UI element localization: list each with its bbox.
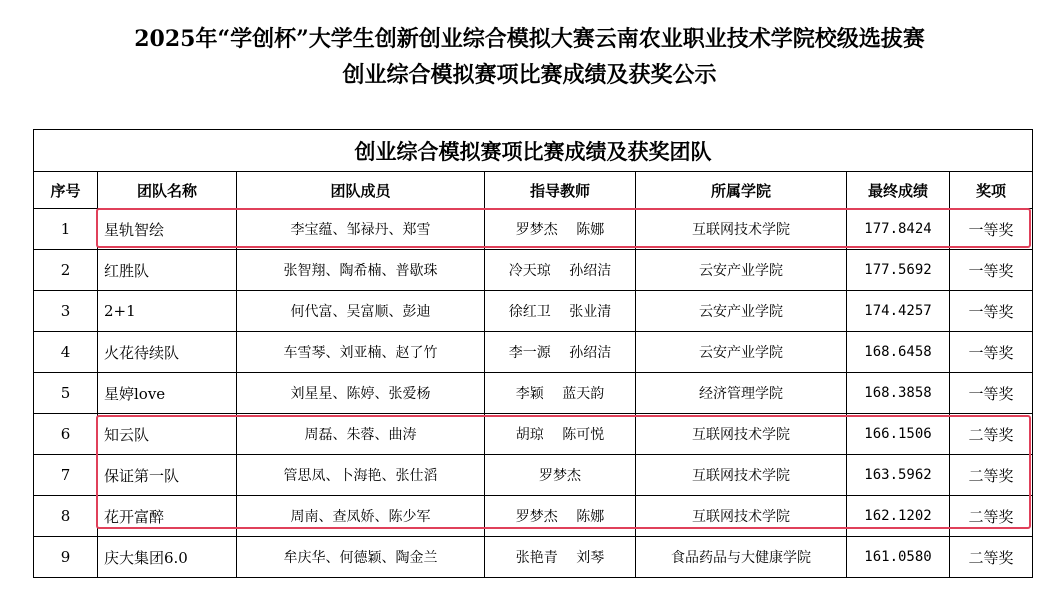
cell-score: 174.4257 bbox=[847, 291, 950, 332]
cell-award: 一等奖 bbox=[950, 250, 1033, 291]
cell-advisors: 罗梦杰 陈娜 bbox=[485, 209, 636, 250]
table-caption: 创业综合模拟赛项比赛成绩及获奖团队 bbox=[34, 130, 1033, 172]
cell-seq: 6 bbox=[34, 414, 98, 455]
table-row bbox=[34, 291, 1033, 332]
header-advisors: 指导教师 bbox=[485, 172, 636, 209]
cell-seq: 8 bbox=[34, 496, 98, 537]
table-row bbox=[34, 537, 1033, 578]
cell-seq: 4 bbox=[34, 332, 98, 373]
table-row bbox=[34, 455, 1033, 496]
cell-college: 云安产业学院 bbox=[636, 291, 847, 332]
cell-award: 二等奖 bbox=[950, 414, 1033, 455]
cell-team: 知云队 bbox=[98, 414, 237, 455]
cell-members: 刘星星、陈婷、张爱杨 bbox=[237, 373, 485, 414]
header-seq: 序号 bbox=[34, 172, 98, 209]
cell-score: 162.1202 bbox=[847, 496, 950, 537]
cell-team: 星轨智绘 bbox=[98, 209, 237, 250]
header-team: 团队名称 bbox=[98, 172, 237, 209]
cell-score: 177.5692 bbox=[847, 250, 950, 291]
cell-seq: 1 bbox=[34, 209, 98, 250]
cell-team: 火花待续队 bbox=[98, 332, 237, 373]
document-title: 2025年“学创杯”大学生创新创业综合模拟大赛云南农业职业技术学院校级选拔赛 bbox=[134, 26, 925, 52]
cell-members: 管思凤、卜海艳、张仕滔 bbox=[237, 455, 485, 496]
cell-award: 一等奖 bbox=[950, 332, 1033, 373]
header-score: 最终成绩 bbox=[847, 172, 950, 209]
cell-score: 168.3858 bbox=[847, 373, 950, 414]
cell-award: 一等奖 bbox=[950, 209, 1033, 250]
cell-members: 何代富、吴富顺、彭迪 bbox=[237, 291, 485, 332]
cell-award: 二等奖 bbox=[950, 537, 1033, 578]
table-row bbox=[34, 332, 1033, 373]
cell-advisors: 李一源 孙绍洁 bbox=[485, 332, 636, 373]
cell-score: 168.6458 bbox=[847, 332, 950, 373]
cell-members: 周南、查凤娇、陈少军 bbox=[237, 496, 485, 537]
cell-advisors: 徐红卫 张业清 bbox=[485, 291, 636, 332]
cell-award: 二等奖 bbox=[950, 496, 1033, 537]
cell-members: 车雪琴、刘亚楠、赵了竹 bbox=[237, 332, 485, 373]
cell-advisors: 冷天琼 孙绍洁 bbox=[485, 250, 636, 291]
table-row bbox=[34, 373, 1033, 414]
cell-college: 食品药品与大健康学院 bbox=[636, 537, 847, 578]
cell-award: 二等奖 bbox=[950, 455, 1033, 496]
cell-seq: 5 bbox=[34, 373, 98, 414]
header-college: 所属学院 bbox=[636, 172, 847, 209]
header-members: 团队成员 bbox=[237, 172, 485, 209]
table-row bbox=[34, 414, 1033, 455]
cell-members: 周磊、朱蓉、曲涛 bbox=[237, 414, 485, 455]
cell-team: 2+1 bbox=[98, 291, 237, 332]
cell-score: 166.1506 bbox=[847, 414, 950, 455]
cell-college: 互联网技术学院 bbox=[636, 496, 847, 537]
cell-advisors: 罗梦杰 bbox=[485, 455, 636, 496]
cell-college: 云安产业学院 bbox=[636, 250, 847, 291]
cell-college: 互联网技术学院 bbox=[636, 414, 847, 455]
document-subtitle: 创业综合模拟赛项比赛成绩及获奖公示 bbox=[342, 62, 717, 88]
cell-award: 一等奖 bbox=[950, 291, 1033, 332]
table-header-row bbox=[34, 172, 1033, 209]
cell-advisors: 李颖 蓝天韵 bbox=[485, 373, 636, 414]
cell-team: 庆大集团6.0 bbox=[98, 537, 237, 578]
cell-members: 张智翔、陶希楠、普歇珠 bbox=[237, 250, 485, 291]
table-row bbox=[34, 496, 1033, 537]
cell-advisors: 张艳青 刘琴 bbox=[485, 537, 636, 578]
cell-college: 互联网技术学院 bbox=[636, 209, 847, 250]
cell-team: 保证第一队 bbox=[98, 455, 237, 496]
results-table bbox=[33, 129, 1033, 578]
cell-members: 李宝蕴、邹禄丹、郑雪 bbox=[237, 209, 485, 250]
cell-members: 牟庆华、何德颖、陶金兰 bbox=[237, 537, 485, 578]
cell-seq: 7 bbox=[34, 455, 98, 496]
cell-advisors: 罗梦杰 陈娜 bbox=[485, 496, 636, 537]
cell-seq: 3 bbox=[34, 291, 98, 332]
cell-team: 红胜队 bbox=[98, 250, 237, 291]
table-row bbox=[34, 209, 1033, 250]
cell-award: 一等奖 bbox=[950, 373, 1033, 414]
cell-score: 161.0580 bbox=[847, 537, 950, 578]
cell-college: 经济管理学院 bbox=[636, 373, 847, 414]
cell-college: 云安产业学院 bbox=[636, 332, 847, 373]
cell-seq: 2 bbox=[34, 250, 98, 291]
cell-advisors: 胡琼 陈可悦 bbox=[485, 414, 636, 455]
header-award: 奖项 bbox=[950, 172, 1033, 209]
cell-score: 177.8424 bbox=[847, 209, 950, 250]
cell-team: 花开富醉 bbox=[98, 496, 237, 537]
cell-college: 互联网技术学院 bbox=[636, 455, 847, 496]
cell-score: 163.5962 bbox=[847, 455, 950, 496]
cell-seq: 9 bbox=[34, 537, 98, 578]
table-row bbox=[34, 250, 1033, 291]
cell-team: 星婷love bbox=[98, 373, 237, 414]
